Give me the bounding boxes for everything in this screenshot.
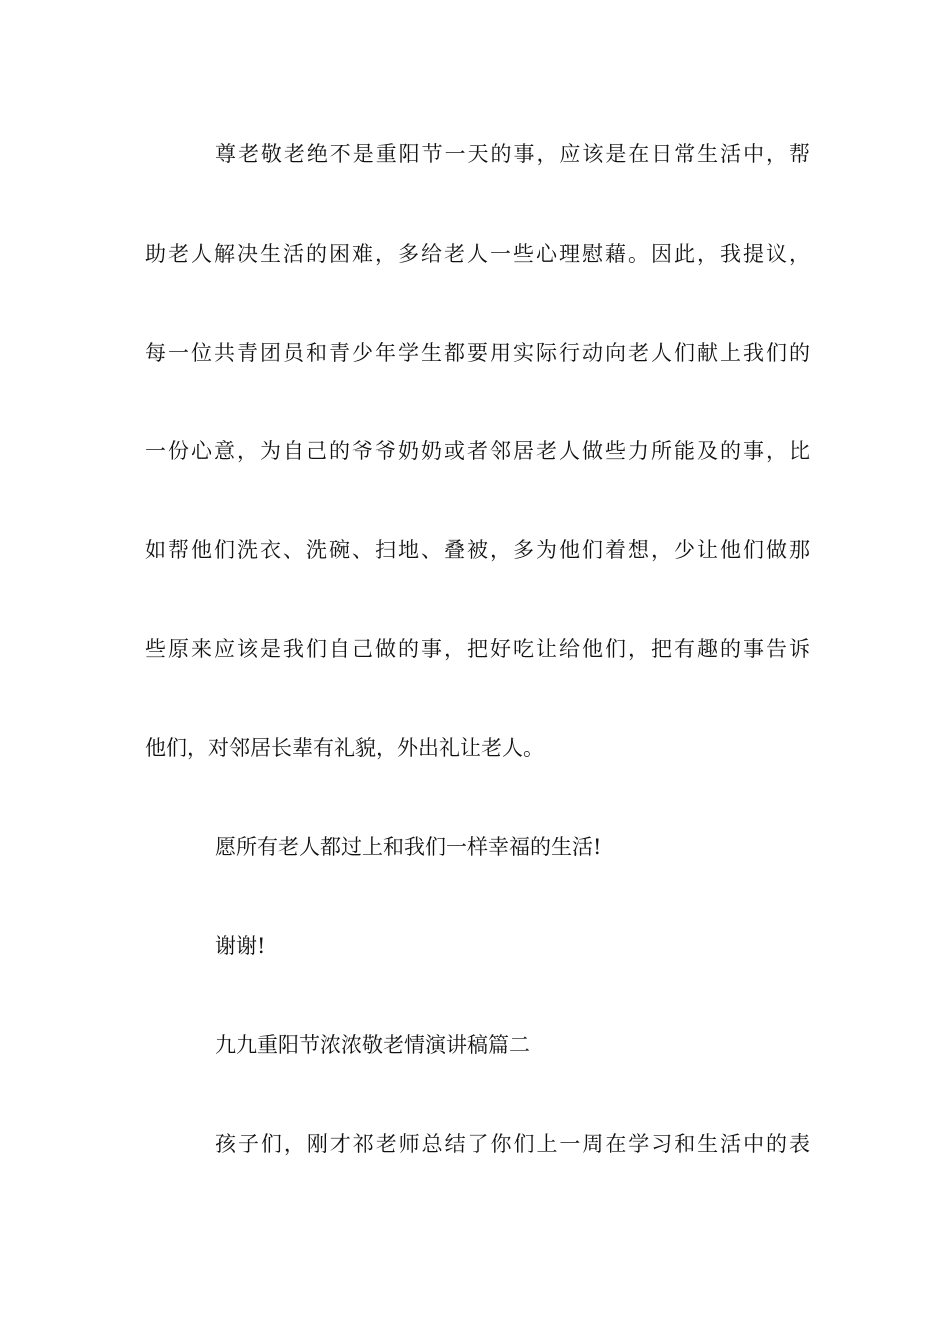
paragraph-1-line-4: 一份心意，为自己的爷爷奶奶或者邻居老人做些力所能及的事，比: [145, 439, 810, 463]
paragraph-1-line-1: 尊老敬老绝不是重阳节一天的事，应该是在日常生活中，帮: [215, 142, 810, 166]
paragraph-1-line-5: 如帮他们洗衣、洗碗、扫地、叠被，多为他们着想，少让他们做那: [145, 538, 810, 562]
paragraph-3-line-1: 孩子们，刚才祁老师总结了你们上一周在学习和生活中的表: [215, 1132, 810, 1156]
paragraph-thanks: 谢谢!: [215, 934, 266, 958]
paragraph-1-line-2: 助老人解决生活的困难，多给老人一些心理慰藉。因此，我提议，: [145, 242, 810, 266]
paragraph-1-line-3: 每一位共青团员和青少年学生都要用实际行动向老人们献上我们的: [145, 341, 810, 365]
paragraph-1-line-7: 他们，对邻居长辈有礼貌，外出礼让老人。: [145, 736, 544, 760]
paragraph-2: 愿所有老人都过上和我们一样幸福的生活!: [215, 835, 602, 859]
section-title: 九九重阳节浓浓敬老情演讲稿篇二: [215, 1033, 530, 1057]
paragraph-1-line-6: 些原来应该是我们自己做的事，把好吃让给他们，把有趣的事告诉: [145, 637, 810, 661]
